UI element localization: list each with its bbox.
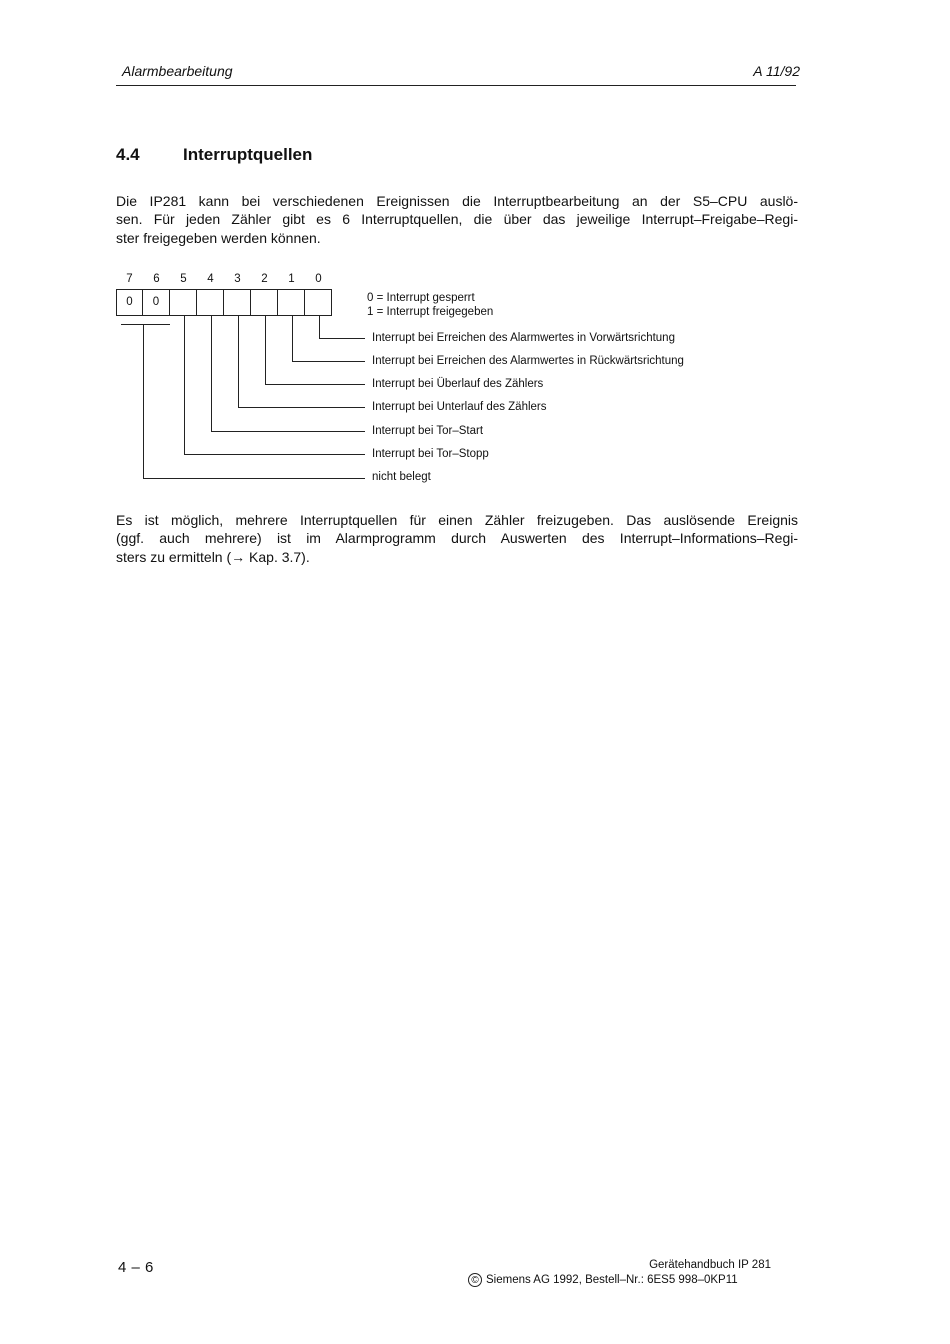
label-bit1-backward-alarm: Interrupt bei Erreichen des Alarmwertes in Rückwärtsrichtung [372,355,684,367]
bit-number-7: 7 [126,273,133,285]
section-title: Interruptquellen [183,145,313,164]
register-cell-bit2 [251,289,278,316]
connector-bit3-vertical [238,316,239,407]
copyright-line [468,1273,738,1287]
intro-line: sen. Für jeden Zähler gibt es 6 Interruptquellen, die über das jeweilige Interrupt–Freigabe–Regi- [116,211,798,228]
connector-bit1-vertical [292,316,293,361]
register-cell-bit6: 0 [143,289,170,316]
connector-unused-vertical [143,324,144,478]
manual-title: Gerätehandbuch IP 281 [649,1259,771,1271]
bit-number-4: 4 [207,273,214,285]
connector-bit5-vertical [184,316,185,454]
label-unused: nicht belegt [372,471,431,483]
label-bit2-overflow: Interrupt bei Überlauf des Zählers [372,378,544,390]
section-number: 4.4 [116,145,140,164]
label-bit0-forward-alarm: Interrupt bei Erreichen des Alarmwertes in Vorwärtsrichtung [372,332,675,344]
bit-number-1: 1 [288,273,295,285]
connector-unused-bracket [121,324,170,325]
page-number: 4 – 6 [118,1259,154,1276]
bit-number-2: 2 [261,273,268,285]
outro-line: sters zu ermitteln (→ Kap. 3.7). [116,548,310,565]
connector-bit3-horizontal [238,407,365,408]
running-header-edition: A 11/92 [753,63,800,79]
copyright-icon: © [468,1273,482,1287]
register-cell-bit3 [224,289,251,316]
bit-number-0: 0 [315,273,322,285]
copyright-text: Siemens AG 1992, Bestell–Nr.: 6ES5 998–0KP11 [486,1274,738,1286]
connector-unused-horizontal [143,478,365,479]
connector-bit2-horizontal [265,384,365,385]
intro-line: ster freigegeben werden können. [116,229,321,246]
register-cell-bit1 [278,289,305,316]
legend-enabled: 1 = Interrupt freigegeben [367,306,494,318]
register-cell-bit0 [305,289,332,316]
legend-disabled: 0 = Interrupt gesperrt [367,292,475,304]
connector-bit5-horizontal [184,454,365,455]
bit-number-5: 5 [180,273,187,285]
outro-line: (ggf. auch mehrere) ist im Alarmprogramm durch Auswerten des Interrupt–Informations–Regi- [116,530,798,547]
running-header-title: Alarmbearbeitung [122,63,233,79]
bit-number-6: 6 [153,273,160,285]
register-cell-bit4 [197,289,224,316]
register-cell-bit7: 0 [116,289,143,316]
register-cell-bit5 [170,289,197,316]
bit-number-3: 3 [234,273,241,285]
connector-bit2-vertical [265,316,266,384]
connector-bit0-vertical [319,316,320,338]
label-bit5-gate-stop: Interrupt bei Tor–Stopp [372,448,489,460]
connector-bit4-horizontal [211,431,365,432]
connector-bit1-horizontal [292,361,365,362]
intro-paragraph [116,192,798,247]
header-rule [116,85,796,86]
label-bit4-gate-start: Interrupt bei Tor–Start [372,425,484,437]
label-bit3-underflow: Interrupt bei Unterlauf des Zählers [372,401,547,413]
outro-paragraph [116,511,798,566]
connector-bit4-vertical [211,316,212,431]
connector-bit0-horizontal [319,338,365,339]
intro-line: Die IP281 kann bei verschiedenen Ereignissen die Interruptbearbeitung an der S5–CPU auslö- [116,193,798,209]
outro-line: Es ist möglich, mehrere Interruptquellen für einen Zähler freizugeben. Das auslösende Ereignis [116,512,798,528]
